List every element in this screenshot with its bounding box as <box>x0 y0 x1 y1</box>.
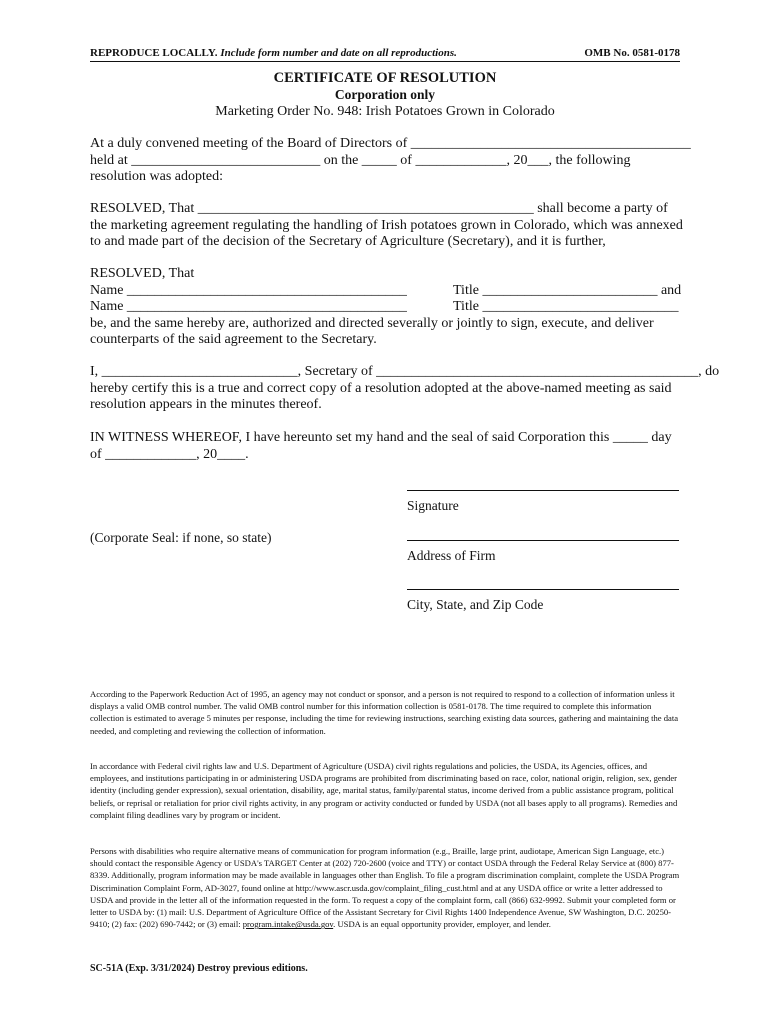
omb-number: OMB No. 0581-0178 <box>584 47 680 59</box>
certification-line-3: resolution appears in the minutes thereof. <box>90 397 322 412</box>
address-line <box>407 540 679 541</box>
resolved-2-line-4: be, and the same hereby are, authorized and directed severally or jointly to sign, execute, and deliver <box>90 315 654 331</box>
resolved-2-line-5: counterparts of the said agreement to the Secretary. <box>90 332 377 347</box>
city-label: City, State, and Zip Code <box>407 597 544 612</box>
disabilities-text-end: . USDA is an equal opportunity provider, employer, and lender. <box>333 919 551 930</box>
reproduce-note: Include form number and date on all reproductions. <box>220 47 457 59</box>
meeting-line-2: held at ___________________________ on the _____ of _____________, 20___, the following <box>90 152 631 168</box>
city-line <box>407 589 679 590</box>
disabilities-text-start: Persons with disabilities who require alternative means of communication for program information (e.g., Braille, large print, audiotape, American Sign Language, etc.) should contact the responsible Agency or USDA's TARGET Center at (202) 720-2600 (voice and TTY) or contact USDA through the Federal Relay Service at (800) 877-8339. Additionally, program information may be made available in languages other than English. To file a program discrimination complaint, complete the USDA Program Discrimination Complaint Form, AD-3027, found online at http://www.ascr.usda.gov/complaint_filing_cust.html and at any USDA office or write a letter addressed to USDA and provide in the letter all of the information requested in the form. To request a copy of the complaint form, call (866) 632-9992. Submit your completed form or letter to USDA by: (1) mail: U.S. Department of Agriculture Office of the Assistant Secretary for Civil Rights 1400 Independence Avenue, SW Washington, D.C. 20250-9410; (2) fax: (202) 690-7442; or (3) email: <box>90 846 680 930</box>
meeting-line-1: At a duly convened meeting of the Board of Directors of ________________________________________ <box>90 136 691 151</box>
address-label: Address of Firm <box>407 548 496 563</box>
officer-title-2: Title ____________________________ <box>453 299 679 314</box>
signature-label: Signature <box>407 498 459 513</box>
officer-title-1: Title _________________________ and <box>453 282 682 298</box>
title-block <box>90 70 680 121</box>
resolved-paragraph-1 <box>90 201 682 251</box>
resolved-2-line-1: RESOLVED, That <box>90 266 195 281</box>
intake-email-link[interactable]: program.intake@usda.gov <box>242 919 334 930</box>
reproduce-label: REPRODUCE LOCALLY. <box>90 47 218 59</box>
meeting-line-3: resolution was adopted: <box>90 169 223 184</box>
certification-paragraph <box>90 364 720 414</box>
witness-line-1: IN WITNESS WHEREOF, I have hereunto set my hand and the seal of said Corporation this _____ day <box>90 430 672 445</box>
certification-line-1: I, ____________________________, Secretary of ______________________________________________, do <box>90 364 720 379</box>
form-header <box>90 47 680 62</box>
witness-paragraph <box>90 430 682 463</box>
officer-row-2 <box>90 299 682 316</box>
disabilities-notice <box>90 845 682 930</box>
signature-line <box>407 490 679 491</box>
form-footer: SC-51A (Exp. 3/31/2024) Destroy previous editions. <box>90 963 308 974</box>
address-field <box>407 540 679 564</box>
paperwork-notice <box>90 688 682 737</box>
corporate-seal-note: (Corporate Seal: if none, so state) <box>90 530 272 545</box>
reproduce-notice <box>90 47 457 59</box>
resolved-1-line-3: to and made part of the decision of the Secretary of Agriculture (Secretary), and it is further, <box>90 234 606 249</box>
marketing-order: Marketing Order No. 948: Irish Potatoes Grown in Colorado <box>215 104 555 119</box>
certification-line-2: hereby certify this is a true and correct copy of a resolution adopted at the above-named meeting as said <box>90 380 672 396</box>
resolved-1-line-1: RESOLVED, That ________________________________________________ shall become a party of <box>90 201 668 216</box>
signature-field <box>407 490 679 514</box>
civil-rights-notice <box>90 760 682 821</box>
certificate-title: CERTIFICATE OF RESOLUTION <box>273 70 497 86</box>
resolved-1-line-2: the marketing agreement regulating the handling of Irish potatoes grown in Colorado, which was annexed <box>90 217 683 233</box>
civil-rights-text: In accordance with Federal civil rights law and U.S. Department of Agriculture (USDA) civil rights regulations and policies, the USDA, its Agencies, offices, and employees, and institutions participating in or administering USDA programs are prohibited from discriminating based on race, color, national origin, religion, sex, gender identity (including gender expression), sexual orientation, disability, age, marital status, family/parental status, income derived from a public assistance program, political beliefs, or reprisal or retaliation for prior civil rights activity, in any program or activity conducted or funded by USDA (not all bases apply to all programs). Remedies and complaint filing deadlines vary by program or incident. <box>90 761 678 820</box>
officer-name-2: Name ________________________________________ <box>90 299 407 314</box>
officer-row-1 <box>90 283 682 300</box>
certificate-subtitle: Corporation only <box>334 87 436 102</box>
witness-line-2: of _____________, 20____. <box>90 446 249 462</box>
disabilities-text <box>90 845 682 930</box>
meeting-paragraph <box>90 136 691 186</box>
paperwork-text: According to the Paperwork Reduction Act of 1995, an agency may not conduct or sponsor, and a person is not required to respond to a collection of information unless it displays a valid OMB control number. The valid OMB control number for this information collection is 0581-0178. The time required to complete this information collection is estimated to average 5 minutes per response, including the time for reviewing instructions, searching existing data sources, gathering and maintaining the data needed, and completing and reviewing the collection of information. <box>90 689 679 736</box>
resolved-paragraph-2 <box>90 266 682 349</box>
officer-name-1: Name ________________________________________ <box>90 282 407 298</box>
city-field <box>407 589 679 613</box>
